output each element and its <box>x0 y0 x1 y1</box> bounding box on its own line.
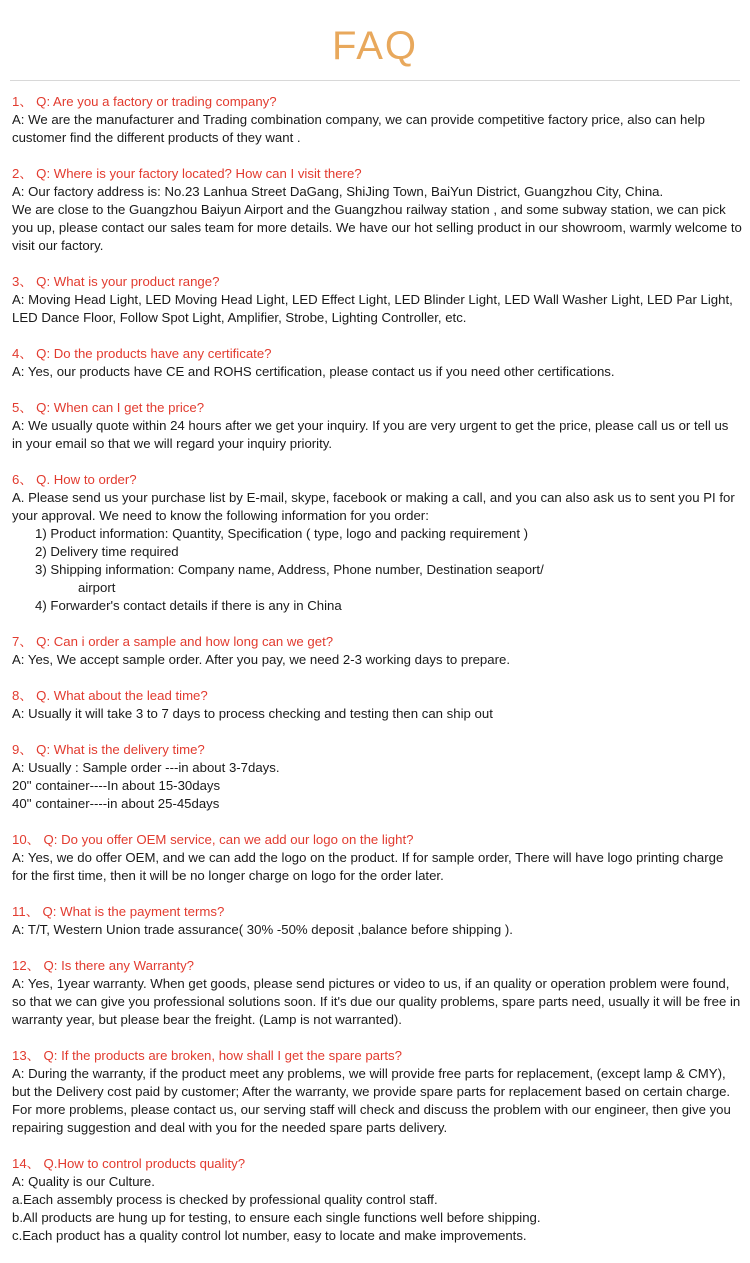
faq-item-1 <box>12 93 742 147</box>
faq-answer: A: Usually it will take 3 to 7 days to process checking and testing then can ship out <box>12 706 493 721</box>
faq-item-11 <box>12 903 742 939</box>
faq-answer: A: During the warranty, if the product meet any problems, we will provide free parts for replacement, (except lamp & CMY), but the Delivery cost paid by customer; After the warranty, we provide spare parts for replacement based on certain charge. For more problems, please contact us, our serving staff will check and discuss the problem with our engineer, then give you repairing suggestion and deal with you for the needed spare parts delivery. <box>12 1066 731 1135</box>
order-info-item: 3) Shipping information: Company name, Address, Phone number, Destination seaport/ <box>35 562 544 577</box>
faq-answer: A: Moving Head Light, LED Moving Head Light, LED Effect Light, LED Blinder Light, LED Wall Washer Light, LED Par Light, LED Dance Floor, Follow Spot Light, Amplifier, Strobe, Lighting Controller, etc. <box>12 292 733 325</box>
faq-question: 10、 Q: Do you offer OEM service, can we add our logo on the light? <box>12 832 414 847</box>
order-info-item: 4) Forwarder's contact details if there is any in China <box>35 598 342 613</box>
faq-question: 5、 Q: When can I get the price? <box>12 400 205 415</box>
faq-question: 9、 Q: What is the delivery time? <box>12 742 205 757</box>
faq-answer: 20'' container----In about 15-30days <box>12 778 221 793</box>
faq-answer: a.Each assembly process is checked by professional quality control staff. <box>12 1192 438 1207</box>
faq-item-3 <box>12 273 742 327</box>
faq-item-9 <box>12 741 742 813</box>
faq-question: 4、 Q: Do the products have any certificate? <box>12 346 272 361</box>
faq-question: 12、 Q: Is there any Warranty? <box>12 958 195 973</box>
faq-question: 14、 Q.How to control products quality? <box>12 1156 246 1171</box>
faq-answer: A: Yes, we do offer OEM, and we can add the logo on the product. If for sample order, There will have logo printing charge for the first time, then it will be no longer charge on logo for the order later. <box>12 850 724 883</box>
page-title: FAQ <box>331 24 419 68</box>
faq-question: 3、 Q: What is your product range? <box>12 274 220 289</box>
faq-answer: A: We are the manufacturer and Trading combination company, we can provide competitive factory price, also can help customer find the different products of they want . <box>12 112 705 145</box>
faq-answer: A. Please send us your purchase list by E-mail, skype, facebook or making a call, and you can also ask us to sent you PI for your approval. We need to know the following information for you order: <box>12 490 735 523</box>
faq-item-2 <box>12 165 742 255</box>
faq-item-13 <box>12 1047 742 1137</box>
faq-item-5 <box>12 399 742 453</box>
faq-question: 6、 Q. How to order? <box>12 472 137 487</box>
order-info-item: 2) Delivery time required <box>35 544 179 559</box>
faq-question: 2、 Q: Where is your factory located? How can I visit there? <box>12 166 362 181</box>
faq-answer: A: We usually quote within 24 hours after we get your inquiry. If you are very urgent to get the price, please call us or tell us in your email so that we will regard your inquiry priority. <box>12 418 729 451</box>
faq-question: 7、 Q: Can i order a sample and how long can we get? <box>12 634 334 649</box>
faq-answer: A: Yes, our products have CE and ROHS certification, please contact us if you need other certifications. <box>12 364 615 379</box>
faq-question: 1、 Q: Are you a factory or trading company? <box>12 94 277 109</box>
faq-question: 13、 Q: If the products are broken, how shall I get the spare parts? <box>12 1048 402 1063</box>
faq-answer: A: T/T, Western Union trade assurance( 30% -50% deposit ,balance before shipping ). <box>12 922 513 937</box>
faq-item-10 <box>12 831 742 885</box>
faq-item-14 <box>12 1155 742 1245</box>
title-divider <box>10 80 740 81</box>
faq-item-12 <box>12 957 742 1029</box>
faq-item-6 <box>12 471 742 615</box>
faq-answer: c.Each product has a quality control lot number, easy to locate and make improvements. <box>12 1228 527 1243</box>
faq-question: 8、 Q. What about the lead time? <box>12 688 208 703</box>
faq-item-7 <box>12 633 742 669</box>
faq-answer: We are close to the Guangzhou Baiyun Airport and the Guangzhou railway station , and some subway station, we can pick you up, please contact our sales team for more details. We have our hot selling product in our showroom, warmly welcome to visit our factory. <box>12 202 742 253</box>
faq-item-4 <box>12 345 742 381</box>
faq-question: 11、 Q: What is the payment terms? <box>12 904 225 919</box>
order-info-item: 1) Product information: Quantity, Specification ( type, logo and packing requirement ) <box>35 526 529 541</box>
faq-answer: A: Our factory address is: No.23 Lanhua Street DaGang, ShiJing Town, BaiYun District, Guangzhou City, China. <box>12 184 664 199</box>
faq-answer: A: Usually : Sample order ---in about 3-7days. <box>12 760 280 775</box>
order-info-item-continued: airport <box>78 580 116 595</box>
faq-answer: A: Quality is our Culture. <box>12 1174 155 1189</box>
faq-answer: A: Yes, 1year warranty. When get goods, please send pictures or video to us, if an quality or operation problem were found, so that we can give you professional solutions soon. If it's due our quality problems, spare parts need, usually it will be free in warranty year, but please bear the freight. (Lamp is not warranted). <box>12 976 741 1027</box>
faq-answer: A: Yes, We accept sample order. After you pay, we need 2-3 working days to prepare. <box>12 652 510 667</box>
faq-list <box>12 93 742 1263</box>
faq-item-8 <box>12 687 742 723</box>
faq-answer: 40'' container----in about 25-45days <box>12 796 220 811</box>
faq-answer: b.All products are hung up for testing, to ensure each single functions well before shipping. <box>12 1210 541 1225</box>
